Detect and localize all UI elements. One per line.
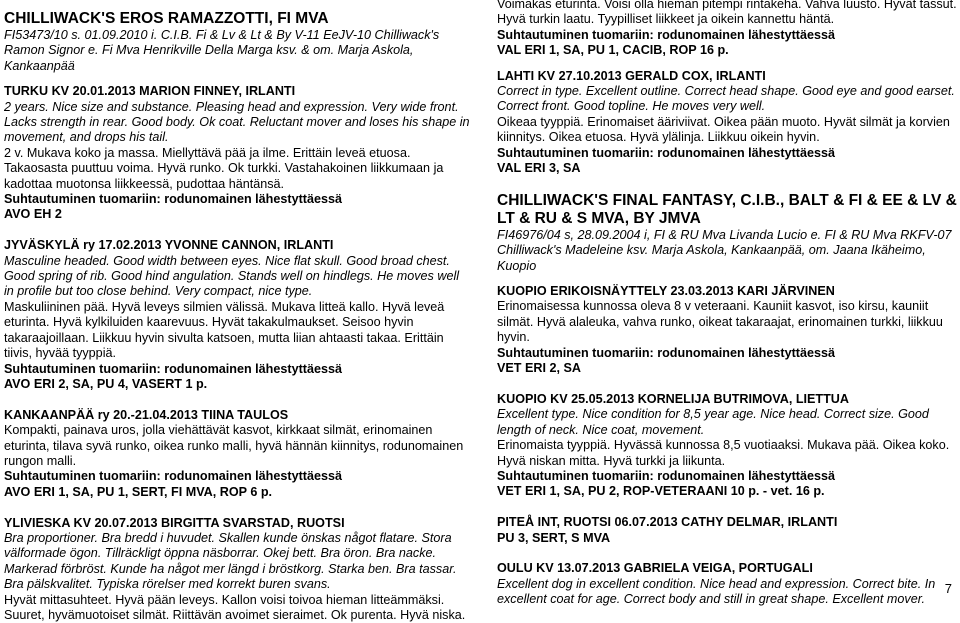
critique-finnish: Erinomaista tyyppiä. Hyvässä kunnossa 8,5 vuotiaaksi. Mukava pää. Oikea koko. Hyvä niskan mitta. Hyvä turkki ja liikunta. xyxy=(497,438,950,468)
show-result: VAL ERI 1, SA, PU 1, CACIB, ROP 16 p. xyxy=(497,43,729,58)
show-heading: OULU KV 13.07.2013 GABRIELA VEIGA, PORTUGALI xyxy=(497,561,813,576)
show-result: AVO ERI 2, SA, PU 4, VASERT 1 p. xyxy=(4,376,208,391)
show-heading: KANKAANPÄÄ ry 20.-21.04.2013 TIINA TAULOS xyxy=(4,407,289,422)
dog-title: CHILLIWACK'S FINAL FANTASY, C.I.B., BALT & FI & EE & LV & LT & RU & S MVA, BY JMVA xyxy=(497,191,957,227)
temperament-note: Suhtautuminen tuomariin: rodunomainen lähestyttäessä xyxy=(4,192,342,207)
critique-english: Excellent type. Nice condition for 8,5 year age. Nice head. Correct size. Good length of neck. Nice coat, movement. xyxy=(497,407,929,437)
show-heading: KUOPIO KV 25.05.2013 KORNELIJA BUTRIMOVA, LIETTUA xyxy=(497,391,849,406)
show-result: VET ERI 2, SA xyxy=(497,361,581,376)
show-result: AVO EH 2 xyxy=(4,207,62,222)
critique-english: Masculine headed. Good width between eyes. Nice flat skull. Good broad chest. Good spring of rib. Good hind angulation. Stands well on hindlegs. He moves well in profile but too close behind. Very compact, nice type. xyxy=(4,253,460,299)
critique-finnish: Oikeaa tyyppiä. Erinomaiset ääriviivat. Oikea pään muoto. Hyvät silmät ja korvien kiinnitys. Oikea etuosa. Hyvä ylälinja. Liikkuu oikein hyvin. xyxy=(497,114,950,145)
critique-english: Correct in type. Excellent outline. Correct head shape. Good eye and good earset. Correct front. Good topline. He moves very well. xyxy=(497,84,955,114)
temperament-note: Suhtautuminen tuomariin: rodunomainen lähestyttäessä xyxy=(4,469,342,484)
right-column xyxy=(497,0,959,608)
show-heading: TURKU KV 20.01.2013 MARION FINNEY, IRLANTI xyxy=(4,84,296,99)
critique-finnish-continued: Voimakas eturinta. Voisi olla hieman pitempi rintakehä. Vahva luusto. Hyvät tassut. Hyvä turkin laatu. Tyypilliset liikkeet ja oikein kannettu häntä. xyxy=(497,0,957,27)
temperament-note: Suhtautuminen tuomariin: rodunomainen lähestyttäessä xyxy=(497,27,835,42)
critique-finnish: Hyvät mittasuhteet. Hyvä pään leveys. Kallon voisi toivoa hieman litteämmäksi. Suuret, hyvämuotoiset silmät. Riittävän avoimet sieraimet. Ok purenta. Hyvä niska. xyxy=(4,592,466,622)
temperament-note: Suhtautuminen tuomariin: rodunomainen lähestyttäessä xyxy=(497,145,835,160)
temperament-note: Suhtautuminen tuomariin: rodunomainen lähestyttäessä xyxy=(497,345,835,360)
critique-english: Excellent dog in excellent condition. Nice head and expression. Correct bite. In excellent coat for age. Correct body and still in great shape. Excellent mover. xyxy=(497,576,936,607)
critique-finnish: Maskuliininen pää. Hyvä leveys silmien välissä. Mukava litteä kallo. Hyvä leveä eturinta. Hyvä kylkiluiden kaarevuus. Hyvät takakulmaukset. Seisoo hyvin takaraajoillaan. Liikkuu hyvin sivulta katsoen, mutta liian ahtaasti takaa. Erittäin tiivis, hyvää tyyppiä. xyxy=(4,299,445,361)
critique-finnish: Erinomaisessa kunnossa oleva 8 v veteraani. Kauniit kasvot, iso kirsu, kauniit silmät. Hyvä alaleuka, vahva runko, oikeat takaraajat, erinomainen turkki, liikkuu hyvin. xyxy=(497,299,943,345)
critique-english: 2 years. Nice size and substance. Pleasing head and expression. Very wide front. Lacks strength in rear. Good body. Ok coat. Reluctant mover and loses his shape in movement, and drops his tail. xyxy=(4,99,470,145)
show-heading: YLIVIESKA KV 20.07.2013 BIRGITTA SVARSTAD, RUOTSI xyxy=(4,515,345,530)
show-heading: JYVÄSKYLÄ ry 17.02.2013 YVONNE CANNON, IRLANTI xyxy=(4,238,334,253)
show-result: AVO ERI 1, SA, PU 1, SERT, FI MVA, ROP 6 p. xyxy=(4,484,273,499)
show-result: VAL ERI 3, SA xyxy=(497,161,581,176)
page-number: 7 xyxy=(944,581,952,596)
critique-finnish: Kompakti, painava uros, jolla viehättävät kasvot, kirkkaat silmät, erinomainen eturinta, tilava syvä runko, oikea runko malli, hyvä hännän kiinnitys, rodunomainen rungon malli. xyxy=(4,423,464,468)
show-heading: LAHTI KV 27.10.2013 GERALD COX, IRLANTI xyxy=(497,68,766,83)
temperament-note: Suhtautuminen tuomariin: rodunomainen lähestyttäessä xyxy=(4,361,342,376)
critique-finnish: 2 v. Mukava koko ja massa. Miellyttävä pää ja ilme. Erittäin leveä etuosa. Takaosasta puuttuu voima. Hyvä runko. Ok turkki. Vastahakoinen liikkumaan ja kadottaa muotonsa liikkeessä, pudottaa häntänsä. xyxy=(4,145,444,191)
dog-title: CHILLIWACK'S EROS RAMAZZOTTI, FI MVA xyxy=(4,10,329,27)
show-result: VET ERI 1, SA, PU 2, ROP-VETERAANI 10 p. - vet. 16 p. xyxy=(497,484,825,499)
dog-pedigree-info: FI53473/10 s. 01.09.2010 i. C.I.B. Fi & Lv & Lt & By V-11 EeJV-10 Chilliwack's Ramon Signor e. Fi Mva Henrikville Della Marga ksv. & om. Marja Askola, Kankaanpää xyxy=(4,28,440,73)
dog-pedigree-info: FI46976/04 s, 28.09.2004 i, FI & RU Mva Livanda Lucio e. FI & RU Mva RKFV-07 Chilliwack's Madeleine ksv. Marja Askola, Kankaanpää, om. Jaana Ikäheimo, Kuopio xyxy=(497,227,952,273)
critique-swedish: Bra proportioner. Bra bredd i huvudet. Skallen kunde önskas något flatare. Stora välformade ögon. Tillräckligt öppna näsborrar. Okej bett. Bra öron. Bra nacke. Markerad förbröst. Kunde ha något mer längd i bröstkorg. Starka ben. Bra tassar. Bra pälskvalitet. Typiska rörelser med korrekt buren svans. xyxy=(4,530,457,592)
left-column xyxy=(4,10,470,623)
show-heading: KUOPIO ERIKOISNÄYTTELY 23.03.2013 KARI JÄRVINEN xyxy=(497,284,835,299)
temperament-note: Suhtautuminen tuomariin: rodunomainen lähestyttäessä xyxy=(497,468,835,483)
show-heading: PITEÅ INT, RUOTSI 06.07.2013 CATHY DELMAR, IRLANTI xyxy=(497,515,838,530)
show-result: PU 3, SERT, S MVA xyxy=(497,530,611,545)
